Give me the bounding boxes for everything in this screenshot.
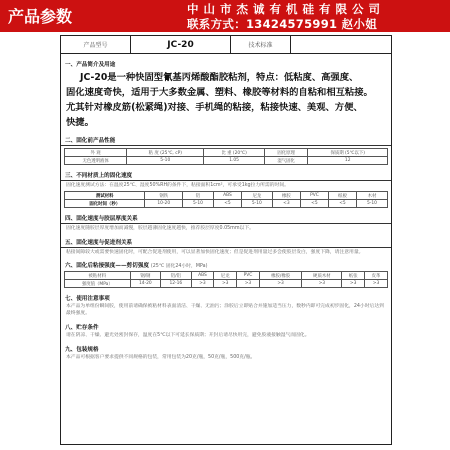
storage-text: 请在阴凉、干燥、避光处密封保存，温度在5℃以下可延长保质期；开封后请尽快用完，避免胶液接触湿气而固化。 — [66, 333, 310, 338]
model-label: 产品型号 — [61, 36, 131, 53]
table-cell: 10-20 — [145, 200, 183, 208]
table-cell: 纸板 — [328, 192, 356, 200]
table-row — [65, 200, 388, 208]
table-cell: 12-16 — [161, 280, 192, 288]
table-cell: 14-20 — [130, 280, 161, 288]
table-cell: 外 观 — [65, 149, 127, 157]
section-packaging-heading: 九、包装规格 — [65, 347, 99, 353]
table-cell: >3 — [259, 280, 302, 288]
section-thickness-heading: 四、固化速度与胶层厚度关系 — [61, 214, 391, 224]
table-cell: 比 重 (20℃) — [204, 149, 264, 157]
table-cell: 强度值（MPa） — [65, 280, 131, 288]
table-cell: 湿气固化 — [264, 157, 308, 165]
table-cell: 固化时间（秒） — [65, 200, 145, 208]
intro-line: 快捷。 — [66, 117, 94, 128]
table-cell: 5-10 — [241, 200, 272, 208]
table-cell: ABS — [213, 192, 241, 200]
table-cell: >3 — [191, 280, 214, 288]
table-cell: >3 — [302, 280, 342, 288]
intro-line: 尤其针对橡皮筋(松紧绳)对接、手机绳的粘接，粘接快速、美观、方便、 — [66, 102, 363, 113]
table-cell: 5-10 — [127, 157, 204, 165]
table-cell: 钢铁 — [145, 192, 183, 200]
table-cell: 橡胶 — [272, 192, 300, 200]
section-accelerator-heading: 五、固化速度与促进剂关系 — [61, 238, 391, 248]
table-cell: 尼龙 — [214, 272, 237, 280]
cure-speed-table — [64, 191, 388, 208]
section-intro-heading: 一、产品简介及用途 — [65, 62, 116, 68]
table-cell: <5 — [300, 200, 328, 208]
table-cell: 固化原理 — [264, 149, 308, 157]
doc-header-row — [61, 36, 391, 54]
table-cell: 钢/钢 — [130, 272, 161, 280]
section-cure-speed-heading: 三、不同材质上的固化速度 — [61, 171, 391, 181]
usage-text: 本产品为单组份瞬间胶，使用前请确保被粘材料表面清洁、干燥、无油污；涂胶后立即贴合并施加适当压力，数秒内即可完成初步固化，24小时后达到最终强度。 — [66, 304, 384, 316]
table-cell: 橡胶/橡胶 — [259, 272, 302, 280]
accelerator-text: 粘接间隙较大或需要快速固化时，可配合促进剂使用，可以显著加快固化速度；但是促进剂用量过多会使胶层发白，强度下降，请注意用量。 — [66, 250, 364, 255]
table-cell: <5 — [328, 200, 356, 208]
intro-line: 固化速度奇快，适用于大多数金属、塑料、橡胶等材料的自粘和相互粘接。 — [66, 87, 373, 98]
section-usage-heading: 七、使用注意事项 — [65, 296, 110, 302]
table-row — [65, 157, 388, 165]
table-cell: 无色透明液体 — [65, 157, 127, 165]
table-cell: >3 — [365, 280, 388, 288]
table-cell: PVC — [237, 272, 260, 280]
table-cell: 纸张 — [342, 272, 365, 280]
page-title — [8, 4, 72, 27]
standard-label: 技术标准 — [231, 36, 291, 53]
table-row — [65, 192, 388, 200]
table-row — [65, 280, 388, 288]
table-cell: 铝 — [183, 192, 214, 200]
contact-info: 联系方式：13424575991 赵小姐 — [187, 17, 378, 31]
section-strength-heading — [61, 261, 391, 269]
table-cell: 粘 度 (25℃, cP) — [127, 149, 204, 157]
table-cell: >3 — [342, 280, 365, 288]
table-cell: 硬质木材 — [302, 272, 342, 280]
strength-table — [64, 271, 388, 288]
table-row — [65, 272, 388, 280]
spec-document — [60, 35, 392, 445]
table-cell: 被粘材料 — [65, 272, 131, 280]
table-cell: PVC — [300, 192, 328, 200]
properties-table — [64, 148, 388, 165]
strength-heading-note: (25℃ 固化24小时，MPa) — [150, 264, 208, 269]
table-cell: 木材 — [357, 192, 388, 200]
intro-line: JC-20是一种快固型氰基丙烯酸酯胶粘剂，特点：低粘度、高强度、 — [80, 72, 359, 83]
table-cell: 尼龙 — [241, 192, 272, 200]
table-cell: 皮革 — [365, 272, 388, 280]
intro-paragraph — [61, 68, 391, 130]
table-cell: <5 — [213, 200, 241, 208]
table-cell: >3 — [214, 280, 237, 288]
page-title-text: 产品参数 — [8, 7, 73, 26]
table-cell: 测试材料 — [65, 192, 145, 200]
top-banner — [0, 0, 450, 32]
table-cell: 5-10 — [357, 200, 388, 208]
cure-speed-note: 固化速度测试方法：在温度25℃、湿度50%RH的条件下，粘接面积1cm²，可承受1kg拉力所需的时间。 — [66, 183, 289, 188]
model-value: JC-20 — [131, 36, 231, 53]
strength-heading-text: 六、固化后粘接强度——剪切强度 — [65, 263, 149, 269]
table-cell: ABS — [191, 272, 214, 280]
table-cell: 铝/铝 — [161, 272, 192, 280]
standard-value — [291, 36, 391, 53]
table-cell: 保质期 (5℃以下) — [308, 149, 388, 157]
packaging-text: 本产品可根据客户要求提供不同规格的包装，常用包装为20克/瓶，50克/瓶，500克/瓶。 — [66, 355, 256, 360]
section-properties-heading: 二、固化前产品性能 — [61, 136, 391, 146]
table-cell: 12 — [308, 157, 388, 165]
table-cell: <3 — [272, 200, 300, 208]
table-cell: 1.05 — [204, 157, 264, 165]
table-row — [65, 149, 388, 157]
table-cell: 5-10 — [183, 200, 214, 208]
table-cell: >3 — [237, 280, 260, 288]
section-storage-heading: 八、贮存条件 — [65, 325, 99, 331]
company-name: 中山市杰诚有机硅有限公司 — [187, 2, 385, 16]
thickness-text: 固化速度随胶层厚度增加而减慢，胶层越薄固化速度越快，推荐胶层厚度0.05mm以下。 — [66, 226, 254, 231]
